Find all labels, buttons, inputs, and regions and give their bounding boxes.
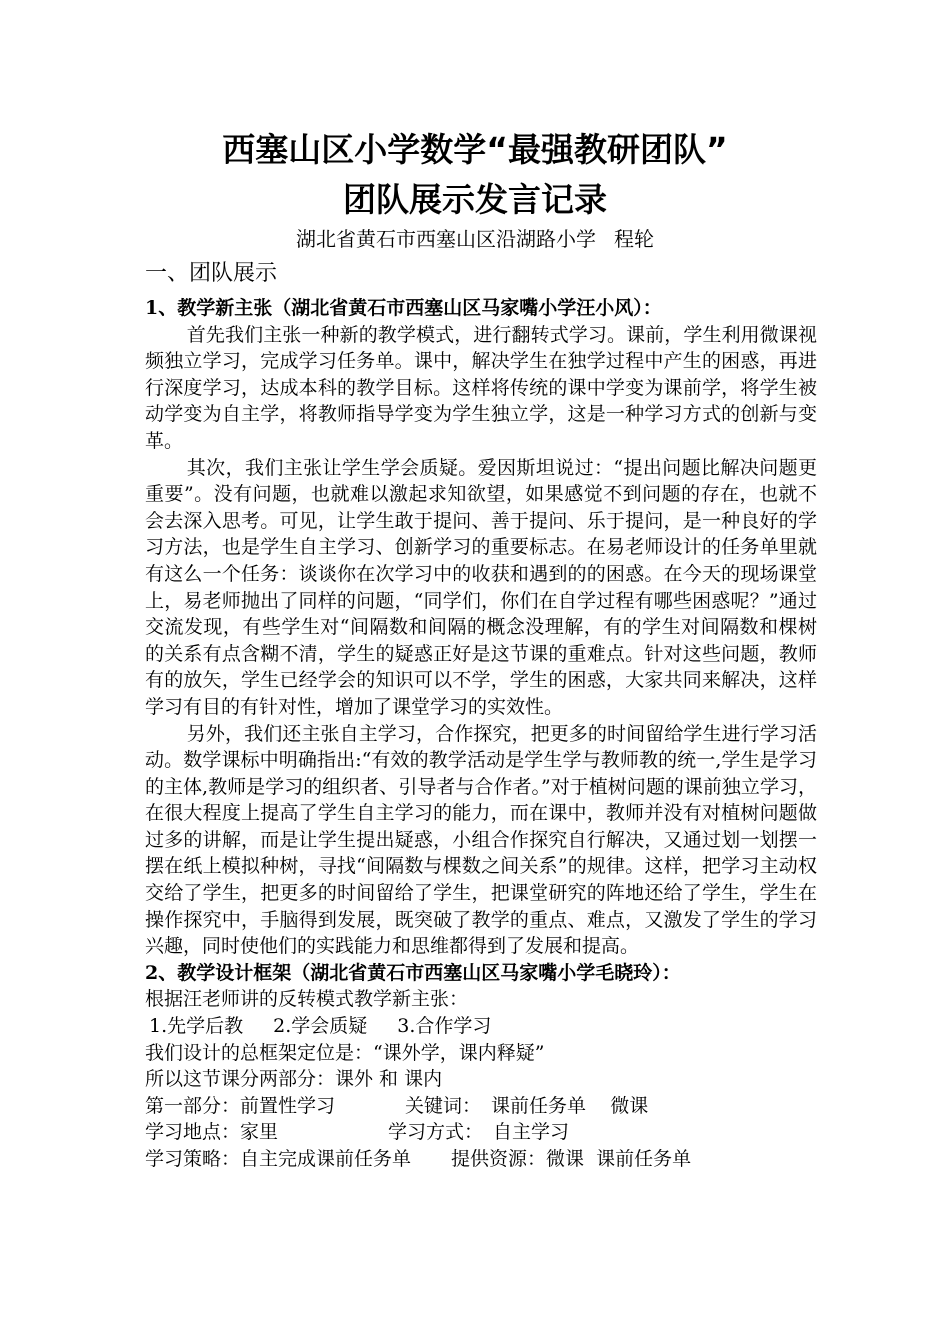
- subsection-heading-1: 1、教学新主张（湖北省黄石市西塞山区马家嘴小学汪小风）：: [145, 297, 662, 319]
- study-place: 学习地点：家里: [145, 1121, 279, 1144]
- paragraph-2: 其次，我们主张让学生学会质疑。爱因斯坦说过：“提出问题比解决问题更重要”。没有问题，也就难以激起求知欲望，如果感觉不到问题的存在，也就不会去深入思考。可见，让学生敢于提问、善于提问、乐于提问，是一种良好的学习方法，也是学生自主学习、创新学习的重要标志。在易老师设计的任务单里就有这么一个任务：谈谈你在次学习中的收获和遇到的的困惑。在今天的现场课堂上，易老师抛出了同样的问题，“同学们，你们在自学过程有哪些困惑呢？”通过交流发现，有些学生对“间隔数和间隔的概念没理解，有的学生对间隔数和棵树的关系有点含糊不清，学生的疑惑正好是这节课的重难点。针对这些问题，教师有的放矢，学生已经学会的知识可以不学，学生的困惑，大家共同来解决，这样学习有目的有针对性，增加了课堂学习的实效性。: [145, 456, 817, 718]
- positioning-line: 我们设计的总框架定位是：“课外学，课内释疑”: [145, 1041, 545, 1064]
- method-label: 学习方式：: [388, 1121, 484, 1144]
- author-line: [0, 225, 950, 253]
- point-1: 1.先学后教: [149, 1015, 244, 1038]
- keywords-label: 关键词：: [405, 1094, 482, 1117]
- point-3: 3.合作学习: [397, 1015, 492, 1038]
- author-school: 湖北省黄石市西塞山区沿湖路小学: [296, 227, 596, 251]
- section-heading: 一、团队展示: [145, 261, 278, 286]
- point-2: 2.学会质疑: [273, 1015, 368, 1038]
- keywords-value: 课前任务单 微课: [491, 1094, 649, 1117]
- resources: 提供资源：微课 课前任务单: [451, 1148, 692, 1170]
- parts-line: 所以这节课分两部分：课外 和 课内: [145, 1068, 443, 1091]
- study-strategy: 学习策略：自主完成课前任务单: [145, 1148, 412, 1170]
- part1-line: [145, 1093, 817, 1120]
- document-title-line1: 西塞山区小学数学“最强教研团队”: [222, 130, 728, 169]
- method-value: 自主学习: [493, 1121, 570, 1144]
- document-title-line2: 团队展示发言记录: [343, 180, 607, 219]
- place-line: [145, 1119, 817, 1146]
- points-line: [145, 1013, 817, 1040]
- document-body: [145, 295, 817, 1173]
- author-name: 程轮: [614, 227, 654, 251]
- intro-line: 根据汪老师讲的反转模式教学新主张：: [145, 988, 469, 1011]
- paragraph-3: 另外，我们还主张自主学习，合作探究，把更多的时间留给学生进行学习活动。数学课标中明确指出:“有效的教学活动是学生学与教师教的统一,学生是学习的主体,教师是学习的组织者、引导者与合作者。”对于植树问题的课前独立学习，在很大程度上提高了学生自主学习的能力，而在课中，教师并没有对植树问题做过多的讲解，而是让学生提出疑惑，小组合作探究自行解决，又通过划一划摆一摆在纸上模拟种树，寻找“间隔数与棵数之间关系”的规律。这样，把学习主动权交给了学生，把更多的时间留给了学生，把课堂研究的阵地还给了学生，学生在操作探究中，手脑得到发展，既突破了教学的重点、难点，又激发了学生的学习兴趣，同时使他们的实践能力和思维都得到了发展和提高。: [145, 722, 817, 958]
- strategy-line: [145, 1146, 817, 1173]
- paragraph-1: 首先我们主张一种新的教学模式，进行翻转式学习。课前，学生利用微课视频独立学习，完成学习任务单。课中，解决学生在独学过程中产生的困惑，再进行深度学习，达成本科的教学目标。这样将传统的课中学变为课前学，将学生被动学变为自主学，将教师指导学变为学生独立学，这是一种学习方式的创新与变革。: [145, 323, 817, 452]
- subsection-heading-2: 2、教学设计框架（湖北省黄石市西塞山区马家嘴小学毛晓玲）：: [145, 961, 681, 984]
- part1-label: 第一部分：前置性学习: [145, 1094, 336, 1117]
